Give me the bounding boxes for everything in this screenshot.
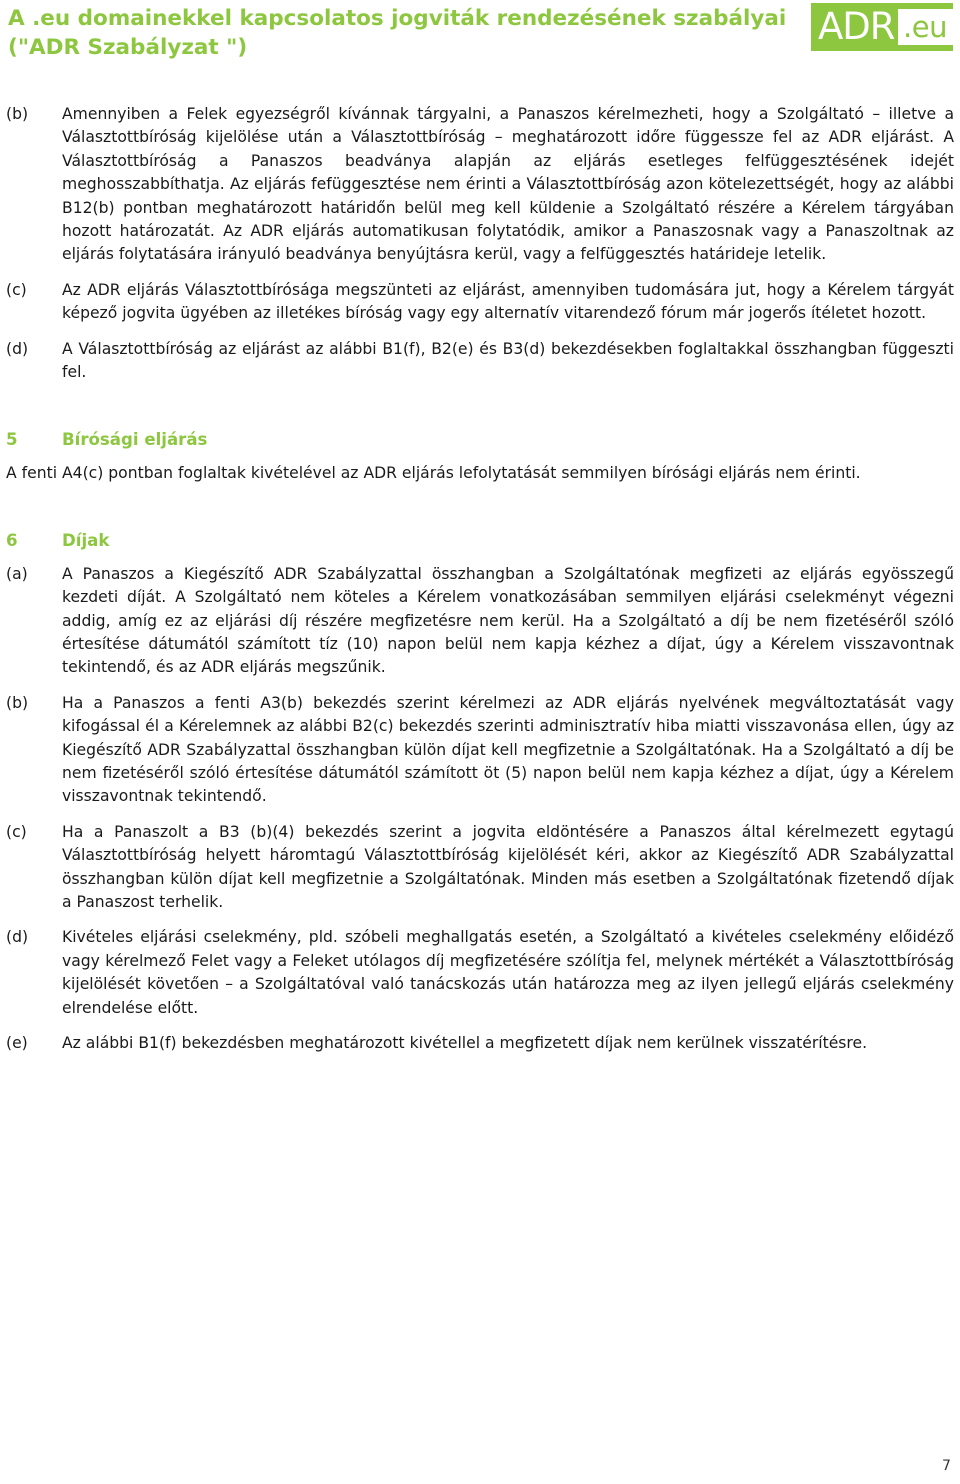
section-5-heading <box>6 428 954 451</box>
page-number: 7 <box>942 1458 951 1474</box>
item-text: Ha a Panaszolt a B3 (b)(4) bekezdés szerint a jogvita eldöntésére a Panaszos által kérelmezett egytagú Választottbíróság helyett háromtagú Választottbíróság kijelölését kéri, akkor az Kiegészítő ADR Szabályzattal összhangban külön díjat kell megfizetnie a Szolgáltatónak. Minden más esetben a Szolgáltatónak fizetendő díjak a Panaszost terhelik. <box>62 822 954 911</box>
section6-item-b <box>6 692 954 809</box>
item-text: A Választottbíróság az eljárást az alábbi B1(f), B2(e) és B3(d) bekezdésekben foglaltakkal összhangban függeszti fel. <box>62 339 954 382</box>
section4-item-c <box>6 279 954 326</box>
section-title: Bírósági eljárás <box>62 430 208 450</box>
section6-item-d <box>6 926 954 1020</box>
section6-item-c <box>6 821 954 915</box>
item-label: (d) <box>6 928 29 947</box>
document-title <box>8 4 786 62</box>
item-label: (c) <box>6 822 27 841</box>
title-line-2: ("ADR Szabályzat ") <box>8 35 248 60</box>
logo-adr-text: ADR <box>818 5 895 48</box>
item-text: Az ADR eljárás Választottbírósága megszünteti az eljárást, amennyiben tudomására jut, hogy a Kérelem tárgyát képező jogvita ügyében az illetékes bíróság vagy egy alternatív vitarendező fórum már jogerős ítéletet hozott. <box>62 280 954 323</box>
item-text: A Panaszos a Kiegészítő ADR Szabályzattal összhangban a Szolgáltatónak megfizeti az eljárás egyösszegű kezdeti díját. A Szolgáltató nem köteles a Kérelem vonatkozásában semmilyen eljárási cselekményt végezni addig, amíg ez az eljárási díj részére megfizetésre nem kerül. Ha a Szolgáltató a díj be nem fizetéséről szóló értesítése dátumától számított tíz (10) napon belül nem kapja kézhez a díjat, úgy a Kérelem visszavontnak tekintendő, és az ADR eljárás megszűnik. <box>62 564 954 677</box>
logo-eu-text: .eu <box>898 9 953 45</box>
section-6-heading <box>6 529 954 552</box>
item-label: (b) <box>6 693 29 712</box>
section-number: 5 <box>6 430 18 450</box>
item-label: (c) <box>6 280 27 299</box>
item-text: Kivételes eljárási cselekmény, pld. szóbeli meghallgatás esetén, a Szolgáltató a kivételes cselekmény előidéző vagy kérelmező Felet vagy a Feleket utólagos díj megfizetésére szólítja fel, melynek mértékét a Választottbíróság kijelölését követően – a Szolgáltatóval való tanácskozás után határozza meg az ilyen jellegű eljárás cselekmény elrendelése előtt. <box>62 928 954 1017</box>
item-text: Ha a Panaszos a fenti A3(b) bekezdés szerint kérelmezi az ADR eljárás nyelvének megváltoztatását vagy kifogással él a Kérelemnek az alábbi B2(c) bekezdés szerinti adminisztratív hiba miatti visszavonása ellen, úgy az Kiegészítő ADR Szabályzattal összhangban külön díjat kell megfizetnie a Szolgáltatónak. Ha a Szolgáltató a díj be nem fizetéséről szóló értesítése dátumától számított öt (5) napon belül nem kapja kézhez a díjat, úgy a Kérelem visszavontnak tekintendő. <box>62 693 954 806</box>
section-title: Díjak <box>62 531 110 551</box>
item-label: (d) <box>6 339 29 358</box>
section4-item-d <box>6 338 954 385</box>
item-text: Az alábbi B1(f) bekezdésben meghatározott kivétellel a megfizetett díjak nem kerülnek visszatérítésre. <box>62 1034 868 1052</box>
item-label: (a) <box>6 564 28 583</box>
section-number: 6 <box>6 531 18 551</box>
document-body <box>6 103 954 1067</box>
section-5-paragraph: A fenti A4(c) pontban foglaltak kivételével az ADR eljárás lefolytatását semmilyen bírósági eljárás nem érinti. <box>6 463 861 482</box>
section6-item-a <box>6 563 954 680</box>
title-line-1: A .eu domainekkel kapcsolatos jogviták rendezésének szabályai <box>8 6 787 31</box>
item-label: (e) <box>6 1034 28 1052</box>
item-label: (b) <box>6 105 29 123</box>
section4-item-b <box>6 103 954 267</box>
item-text: Amennyiben a Felek egyezségről kívánnak tárgyalni, a Panaszos kérelmezheti, hogy a Szolgáltató – illetve a Választottbíróság kijelölése után a Választottbíróság – meghatározott időre függessze fel az ADR eljárást. A Választottbíróság a Panaszos beadványa alapján az eljárás esetleges felfüggesztésének idejét meghosszabbíthatja. Az eljárás fefüggesztése nem érinti a Választottbíróság azon kötelezettségét, hogy az alábbi B12(b) pontban meghatározott határidőn belül meg kell küldenie a Szolgáltató részére a Kérelem tárgyában hozott határozatát. Az ADR eljárás automatikusan folytatódik, amikor a Panaszosnak vagy a Panaszoltnak az eljárás folytatására irányuló beadványa benyújtásra kerül, vagy a felfüggesztés határideje letelik. <box>62 105 954 264</box>
adr-eu-logo <box>811 3 953 51</box>
section6-item-e <box>6 1032 954 1055</box>
